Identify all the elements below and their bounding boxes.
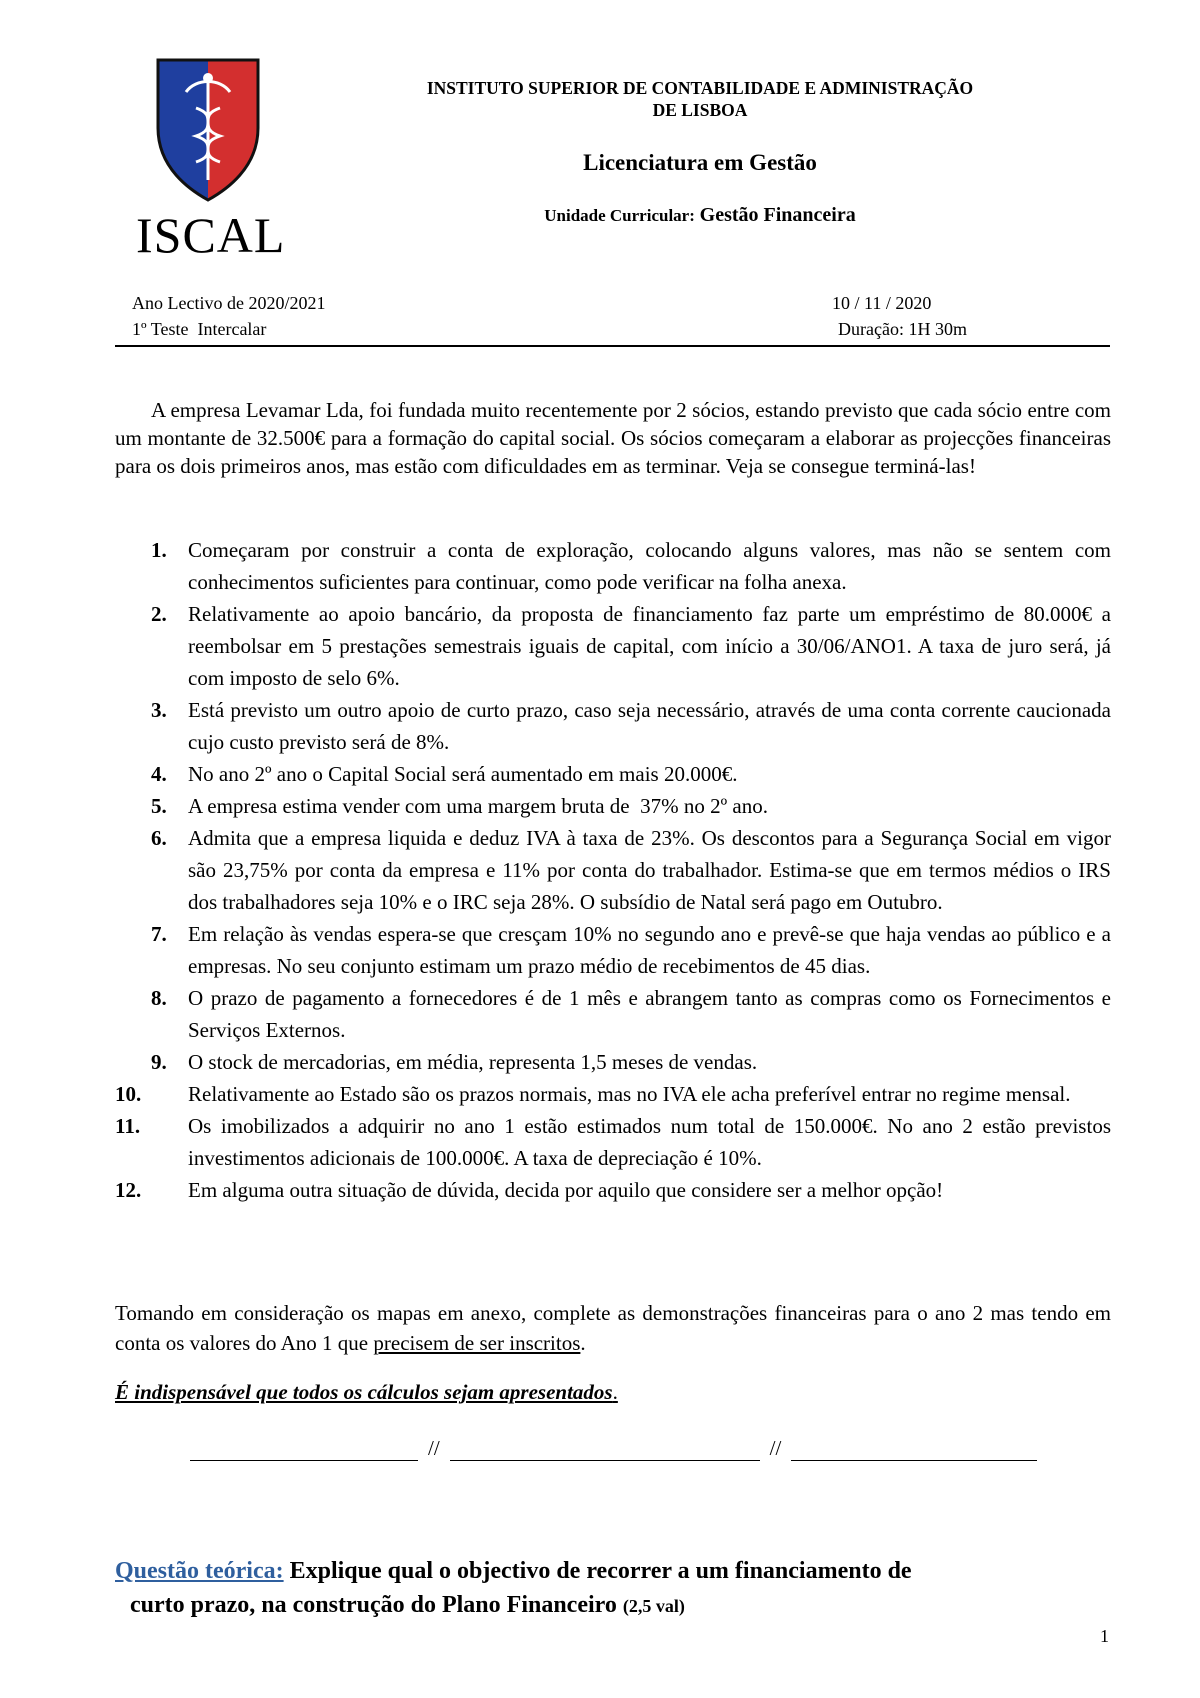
item-text: Está previsto um outro apoio de curto prazo, caso seja necessário, através de uma conta corrente caucionada cujo custo previsto será de 8%. xyxy=(188,698,1111,754)
list-item xyxy=(115,758,1111,790)
signature-line-1 xyxy=(190,1440,418,1461)
item-number: 6. xyxy=(151,826,167,850)
list-item xyxy=(115,1078,1111,1110)
closing-paragraph xyxy=(115,1298,1111,1358)
item-number: 12. xyxy=(115,1178,142,1202)
list-item xyxy=(115,822,1111,918)
header-divider xyxy=(115,345,1110,347)
question-line-1 xyxy=(115,1554,1115,1588)
academic-year: Ano Lectivo de 2020/2021 xyxy=(132,293,326,313)
item-text: Em alguma outra situação de dúvida, decida por aquilo que considere ser a melhor opção! xyxy=(188,1178,944,1202)
item-text: Relativamente ao apoio bancário, da proposta de financiamento faz parte um empréstimo de 80.000€ a reembolsar em 5 prestações semestrais iguais de capital, com início a 30/06/ANO1. A taxa de juro será, já com imposto de selo 6%. xyxy=(188,602,1111,690)
item-number: 9. xyxy=(151,1050,167,1074)
list-item xyxy=(115,694,1111,758)
list-item xyxy=(115,1046,1111,1078)
list-item xyxy=(115,534,1111,598)
closing-underlined: precisem de ser inscritos xyxy=(373,1331,581,1355)
institution-line-1: INSTITUTO SUPERIOR DE CONTABILIDADE E ADMINISTRAÇÃO xyxy=(426,78,974,98)
test-duration: Duração: 1H 30m xyxy=(838,319,967,339)
instructions-list xyxy=(115,534,1111,1206)
signature-line-2 xyxy=(450,1440,760,1461)
question-label: Questão teórica: xyxy=(115,1558,284,1584)
item-text: Começaram por construir a conta de exploração, colocando alguns valores, mas não se sentem com conhecimentos suficientes para continuar, como pode verificar na folha anexa. xyxy=(188,538,1111,594)
item-number: 10. xyxy=(115,1082,142,1106)
item-text: O stock de mercadorias, em média, representa 1,5 meses de vendas. xyxy=(188,1050,758,1074)
mandatory-dot: . xyxy=(612,1380,618,1404)
list-item xyxy=(115,982,1111,1046)
item-text: Em relação às vendas espera-se que cresçam 10% no segundo ano e prevê-se que haja vendas ao público e a empresas. No seu conjunto estimam um prazo médio de recebimentos de 45 dias. xyxy=(188,922,1111,978)
curricular-unit xyxy=(360,204,1040,227)
question-value: (2,5 val) xyxy=(622,1596,685,1616)
item-number: 5. xyxy=(151,794,167,818)
item-number: 11. xyxy=(115,1114,141,1138)
question-text-2: curto prazo, na construção do Plano Financeiro xyxy=(130,1592,617,1618)
intro-paragraph: A empresa Levamar Lda, foi fundada muito recentemente por 2 sócios, estando previsto que cada sócio entre com um montante de 32.500€ para a formação do capital social. Os sócios começaram a elaborar as projecções financeiras para os dois primeiros anos, mas estão com dificuldades em as terminar. Veja se consegue terminá-las! xyxy=(115,398,1111,478)
closing-end: . xyxy=(580,1331,586,1355)
meta-left xyxy=(132,290,325,342)
institution-line-2: DE LISBOA xyxy=(652,100,748,120)
page-number: 1 xyxy=(1100,1626,1109,1646)
logo-text: ISCAL xyxy=(136,207,286,263)
unit-label: Unidade Curricular: xyxy=(544,206,695,225)
closing-text: Tomando em consideração os mapas em anexo, complete as demonstrações financeiras para o ano 2 mas tendo em conta os valores do Ano 1 que xyxy=(115,1301,1111,1355)
unit-value: Gestão Financeira xyxy=(699,204,856,226)
item-text: Os imobilizados a adquirir no ano 1 estão estimados num total de 150.000€. No ano 2 estão previstos investimentos adicionais de 100.000€. A taxa de depreciação é 10%. xyxy=(188,1114,1111,1170)
list-item xyxy=(115,1110,1111,1174)
institution-name xyxy=(360,77,1040,121)
question-text-1: Explique qual o objectivo de recorrer a um financiamento de xyxy=(283,1558,912,1584)
item-text: No ano 2º ano o Capital Social será aumentado em mais 20.000€. xyxy=(188,762,738,786)
item-number: 8. xyxy=(151,986,167,1010)
item-text: A empresa estima vender com uma margem bruta de 37% no 2º ano. xyxy=(188,794,768,818)
test-date: 10 / 11 / 2020 xyxy=(832,293,932,313)
signature-lines xyxy=(190,1436,1037,1461)
item-number: 2. xyxy=(151,602,167,626)
list-item xyxy=(115,790,1111,822)
signature-line-3 xyxy=(791,1440,1037,1461)
list-item xyxy=(115,1174,1111,1206)
mandatory-note xyxy=(115,1380,618,1405)
signature-separator: // xyxy=(769,1436,782,1460)
item-number: 4. xyxy=(151,762,167,786)
item-text: Relativamente ao Estado são os prazos normais, mas no IVA ele acha preferível entrar no regime mensal. xyxy=(188,1082,1071,1106)
mandatory-text: É indispensável que todos os cálculos sejam apresentados xyxy=(115,1380,613,1404)
test-name: 1º Teste Intercalar xyxy=(132,319,267,339)
item-text: Admita que a empresa liquida e deduz IVA à taxa de 23%. Os descontos para a Segurança Social em vigor são 23,75% por conta da empresa e 11% por conta do trabalhador. Estima-se que em termos médios o IRS dos trabalhadores seja 10% e o IRC seja 28%. O subsídio de Natal será pago em Outubro. xyxy=(188,826,1111,914)
question-line-2 xyxy=(115,1588,1115,1623)
meta-right xyxy=(832,290,967,342)
item-number: 3. xyxy=(151,698,167,722)
item-text: O prazo de pagamento a fornecedores é de 1 mês e abrangem tanto as compras como os Fornecimentos e Serviços Externos. xyxy=(188,986,1111,1042)
signature-separator: // xyxy=(428,1436,440,1460)
list-item xyxy=(115,918,1111,982)
item-number: 1. xyxy=(151,538,167,562)
course-title: Licenciatura em Gestão xyxy=(583,150,817,175)
theory-question xyxy=(115,1554,1115,1623)
iscal-shield-logo xyxy=(156,58,260,202)
item-number: 7. xyxy=(151,922,167,946)
list-item xyxy=(115,598,1111,694)
